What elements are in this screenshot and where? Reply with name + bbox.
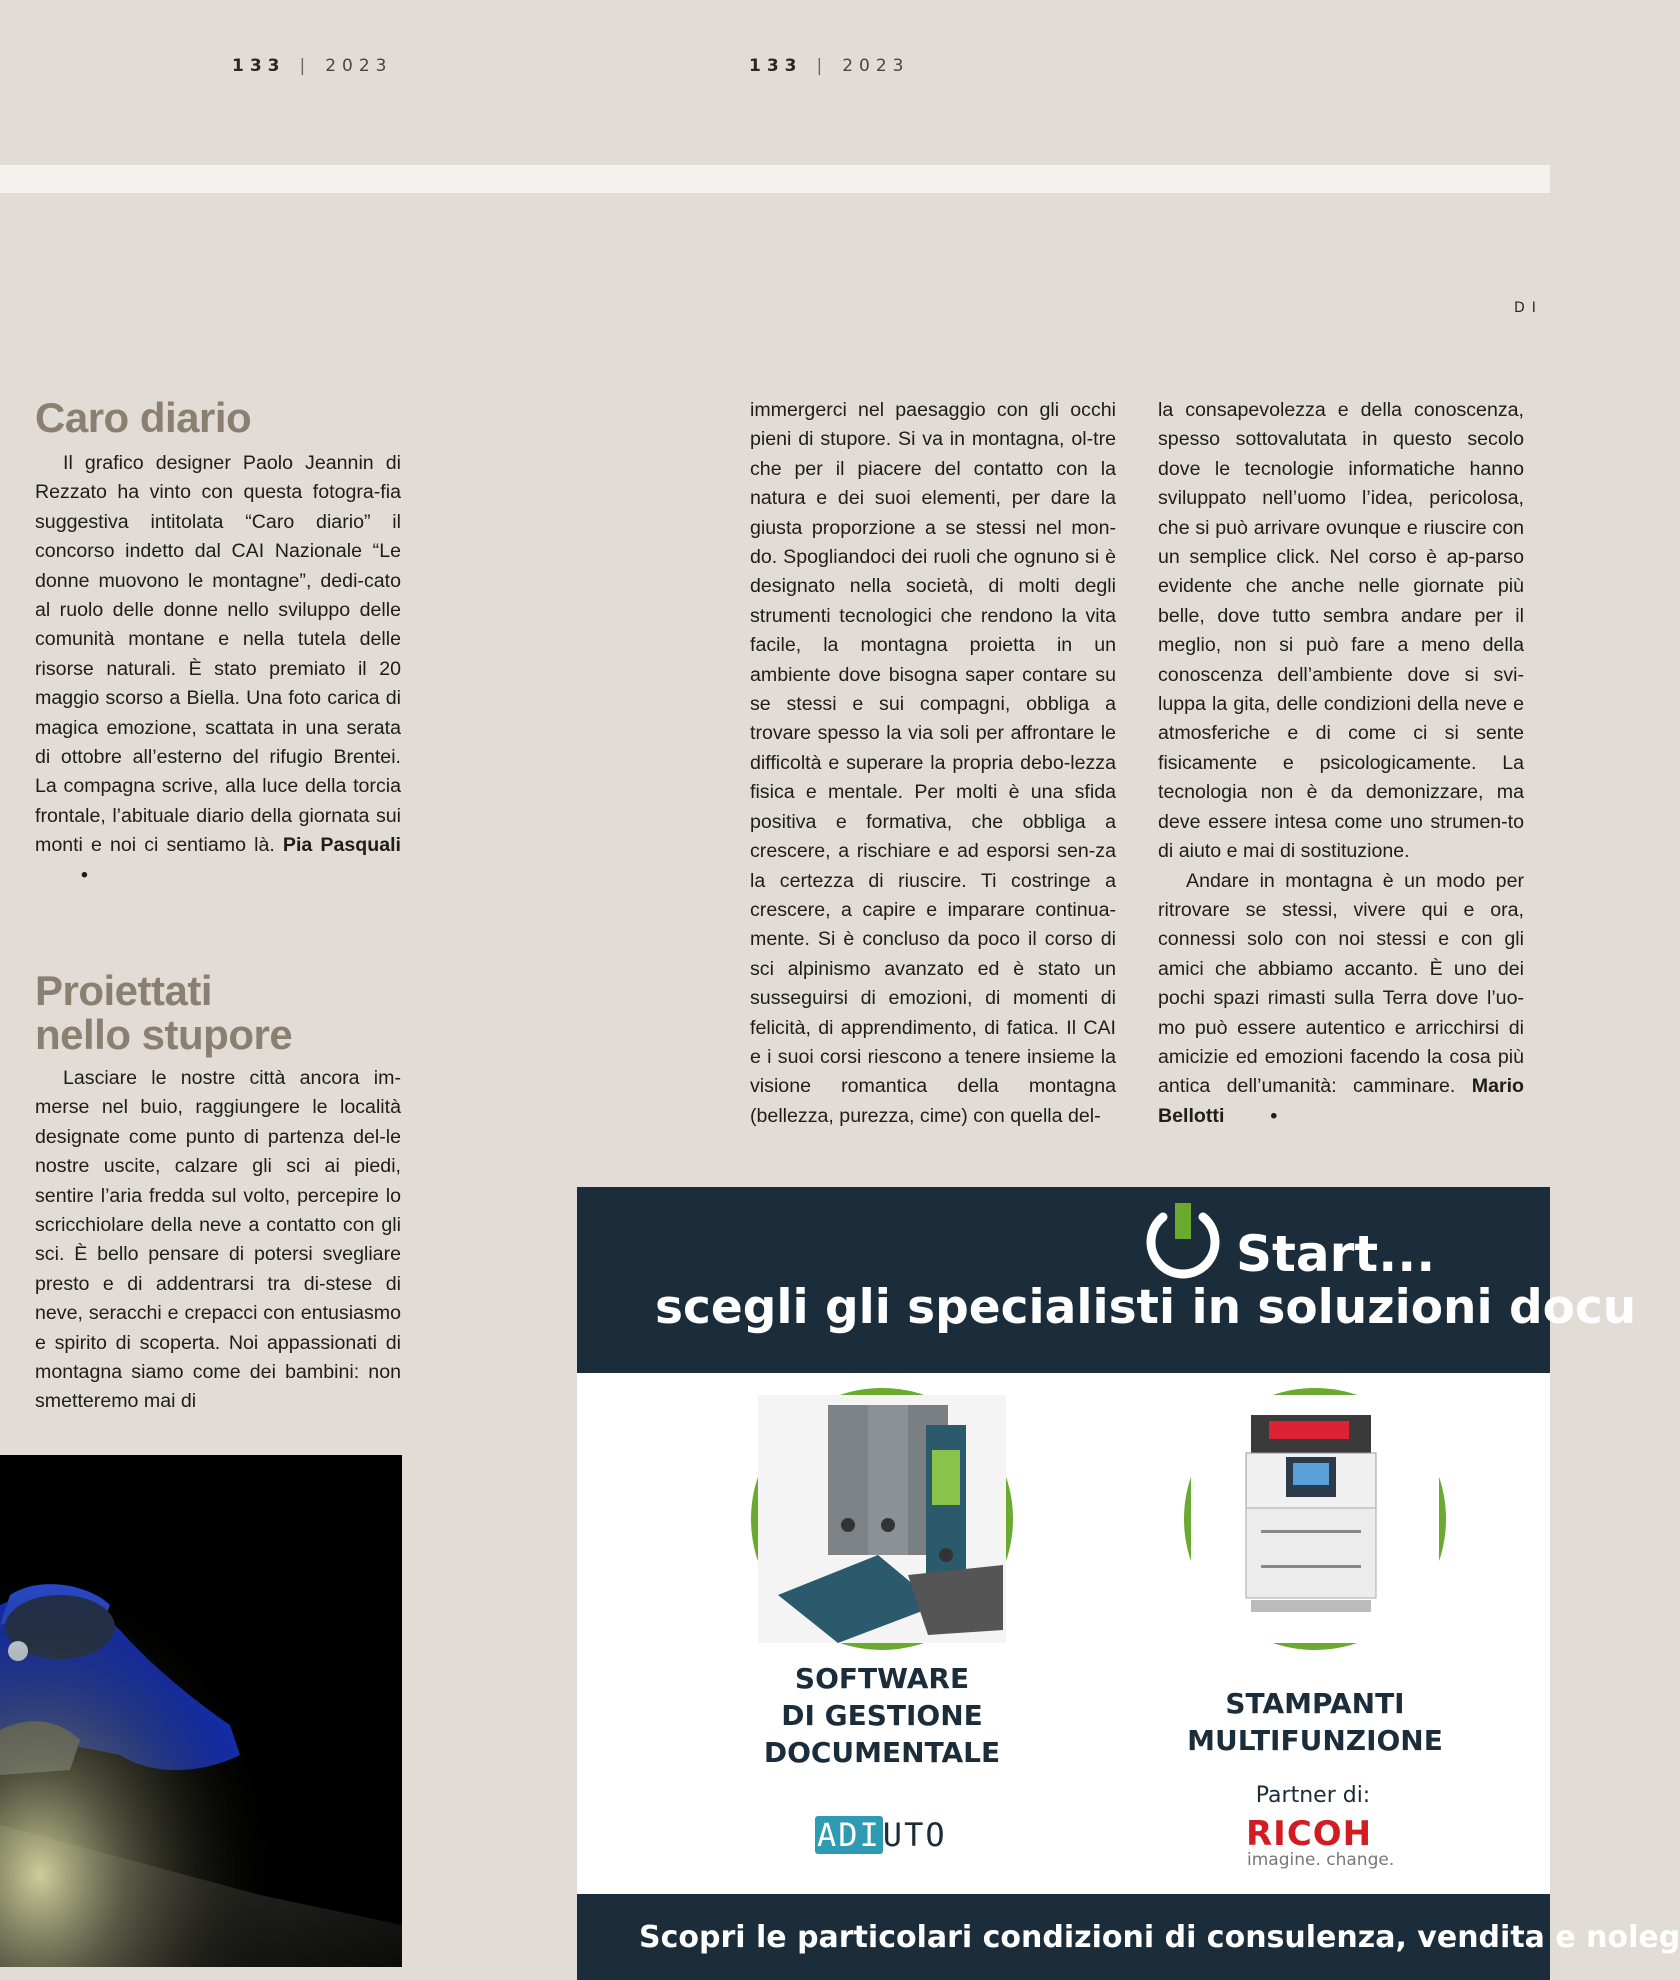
article2-col3-p1: la consapevolezza e della conoscenza, spesso sottovalutata in questo secolo dove le tecnologie informatiche hanno sviluppato nell’uomo l’idea, pericolosa, che si può arrivare ovunque e riuscire con un semplice click. Nel corso è ap-parso evidente che anche nelle giornate più belle, dove tutto sembra andare per il meglio, non si può fare a meno della conoscenza dell’ambiente dove si svi-luppa la gita, delle condizioni della neve e atmosferiche e di come ci si sente fisicamente e psicologicamente. La tecnologia non è da demonizzare, ma deve essere intesa come uno strumen-to di aiuto e mai di sostituzione. (1158, 399, 1524, 863)
end-mark: • (81, 863, 88, 886)
printer-circle (1184, 1388, 1446, 1650)
printers-line2: MULTIFUNZIONE (1187, 1724, 1443, 1757)
end-mark: • (1270, 1104, 1278, 1127)
adiuto-logo-text: UTO (882, 1816, 947, 1854)
article2-col3-p2: Andare in montagna è un modo per ritrovare se stessi, vivere qui e ora, connessi solo con noi stessi e con gli amici che abbiamo accanto. È uno dei pochi spazi rimasti sulla Terra dove l’uo-mo può essere autentico e arricchirsi di amicizie ed emozioni facendo la cosa più antica dell’umanità: camminare. (1158, 869, 1524, 1098)
caro-diario-photo (0, 1455, 402, 1967)
ricoh-logo: RICOH (1246, 1814, 1373, 1854)
adiuto-logo (815, 1816, 947, 1854)
article2-title-line2: nello stupore (35, 1011, 293, 1058)
right-folio-separator: | (816, 56, 829, 76)
left-folio-year: 2023 (325, 56, 393, 76)
article2-author: Mario Bellotti (1158, 1075, 1525, 1127)
printer-icon (1191, 1395, 1439, 1643)
software-line2: DI GESTIONE (781, 1699, 983, 1732)
software-line1: SOFTWARE (794, 1662, 970, 1695)
adiuto-logo-mark: ADI (817, 1816, 881, 1854)
article2-col1-text: Lasciare le nostre città ancora im-merse nel buio, raggiungere le località designate come punto di partenza del-le nostre uscite, calzare gli sci ai piedi, sentire l’aria fredda sul volto, percepire lo scricchiolare della neve a contatto con gli sci. È bello pensare di potersi svegliare presto e di addentrarsi tra di-stese di neve, seracchi e crepacci con entusiasmo e spirito di scoperta. Noi appassionati di montagna siamo come dei bambini: non smetteremo mai di (35, 1067, 401, 1413)
left-page-number: 133 (232, 56, 286, 76)
binders-icon (758, 1395, 1006, 1643)
section-label: DI (1514, 300, 1543, 316)
partner-label: Partner di: (1255, 1783, 1371, 1808)
article-title-caro-diario: Caro diario (35, 394, 252, 441)
right-folio-year: 2023 (842, 56, 910, 76)
power-icon (1141, 1199, 1225, 1283)
article2-column-2 (750, 396, 1116, 1131)
article-title-proiettati (35, 969, 292, 1057)
article1-text: Il grafico designer Paolo Jeannin di Rezzato ha vinto con questa fotogra-fia suggestiva intitolata “Caro diario” il concorso indetto dal CAI Nazionale “Le donne muovono le montagne”, dedi-cato al ruolo delle donne nello sviluppo delle comunità montane e nella tutela delle risorse naturali. È stato premiato il 20 maggio scorso a Biella. Una foto carica di magica emozione, scattata in una serata di ottobre all’esterno del rifugio Brentei. La compagna scrive, alla luce della torcia frontale, l’abituale diario della giornata sui monti e noi ci sentiamo là. (35, 452, 401, 857)
article2-title-line1: Proiettati (35, 967, 213, 1014)
printers-label (1170, 1685, 1460, 1759)
ricoh-tagline: imagine. change. (1247, 1850, 1395, 1870)
software-line3: DOCUMENTALE (763, 1736, 1001, 1769)
printers-line1: STAMPANTI (1225, 1687, 1405, 1720)
left-folio (232, 56, 393, 76)
article1-author: Pia Pasquali (282, 834, 401, 857)
right-page-number: 133 (749, 56, 803, 76)
ad-start-text: Start... (1236, 1225, 1436, 1283)
ad-cta[interactable]: Scopri le particolari condizioni di consulenza, vendita e noleg (639, 1920, 1680, 1955)
left-folio-separator: | (299, 56, 312, 76)
page-divider (0, 165, 1550, 193)
article2-column-3 (1158, 396, 1524, 1131)
article2-col2-text: immergerci nel paesaggio con gli occhi pieni di stupore. Si va in montagna, ol-tre che per il piacere del contatto con la natura e dei suoi elementi, per dare la giusta proporzione a se stessi nel mon-do. Spogliandoci dei ruoli che ognuno si è designato nella società, di molti degli strumenti tecnologici che rendono la vita facile, la montagna proietta in un ambiente dove bisogna saper contare su se stessi e sui compagni, obbliga a trovare spesso la via soli per affrontare le difficoltà e superare la propria debo-lezza fisica e mentale. Per molti è una sfida positiva e formativa, che obbliga a crescere, a rischiare e ad esporsi sen-za la certezza di riuscire. Ti costringe a crescere, a capire e imparare continua-mente. Si è concluso da poco il corso di sci alpinismo avanzato ed è stato un susseguirsi di emozioni, di momenti di felicità, di apprendimento, di fatica. Il CAI e i suoi corsi riescono a tenere insieme la visione romantica della montagna (bellezza, purezza, cime) con quella del- (750, 399, 1116, 1127)
right-folio (749, 56, 910, 76)
software-circle (751, 1388, 1013, 1650)
ad-headline: scegli gli specialisti in soluzioni docu (655, 1280, 1637, 1335)
article2-column-1 (35, 1064, 401, 1417)
software-label (740, 1660, 1024, 1771)
article1-body (35, 449, 401, 890)
